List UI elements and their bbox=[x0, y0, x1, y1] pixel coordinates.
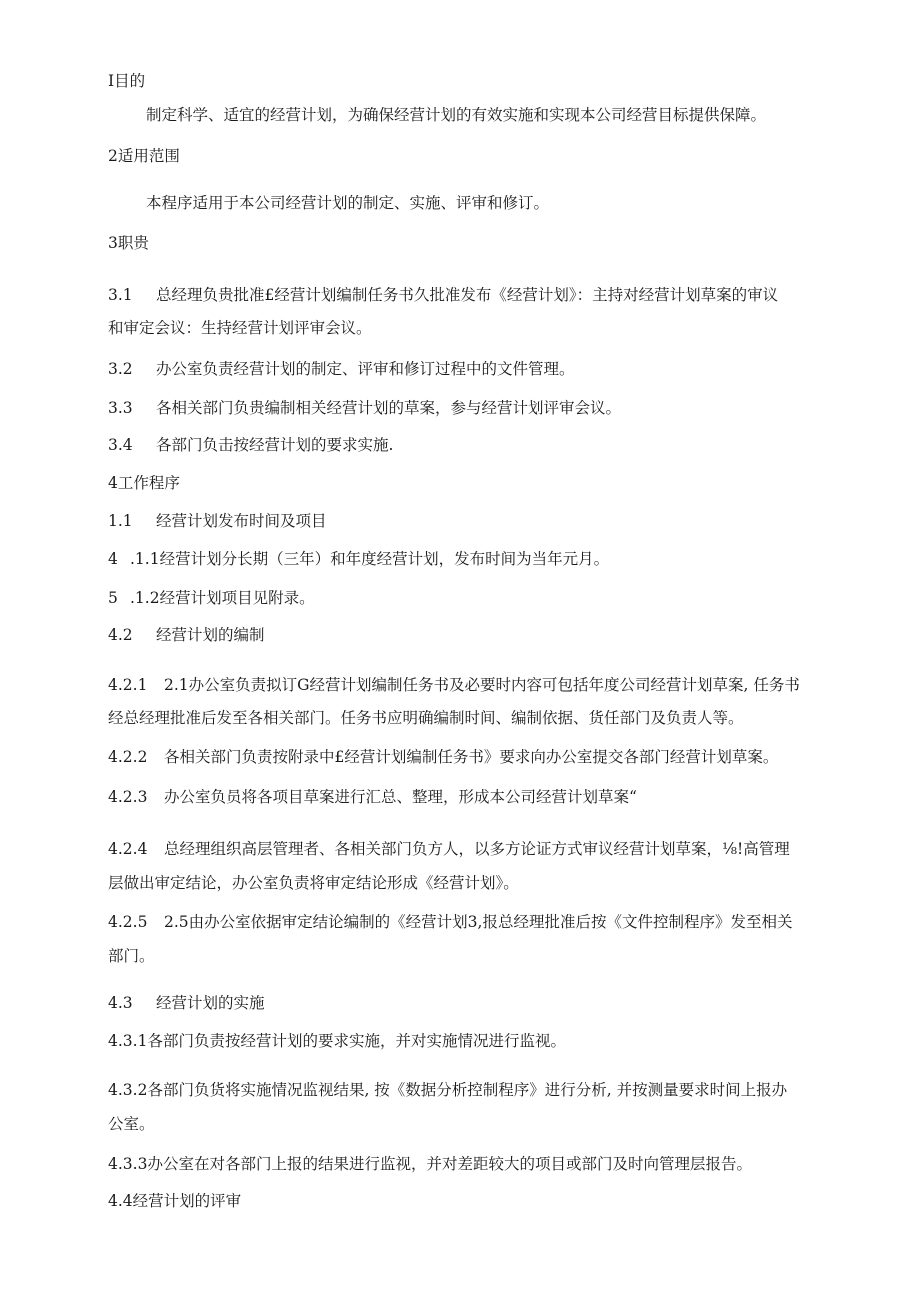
item-number: 4.2 bbox=[108, 626, 133, 644]
section-4-heading: 4工作程序 bbox=[108, 474, 180, 492]
item-text: 各相关部门负责按附录中£经营计划编制任务书》要求向办公室提交各部门经营计划草案。 bbox=[164, 748, 779, 766]
item-4-2-4 bbox=[108, 838, 790, 860]
item-text: 2.5由办公室依据审定结论编制的《经营计划3,报总经理批准后按《文件控制程序》发至相关 bbox=[164, 913, 793, 931]
item-text: .1.2经营计划项目见附录。 bbox=[130, 589, 315, 607]
item-text: 各部门负击按经营计划的要求实施. bbox=[156, 436, 394, 454]
item-4-1-1 bbox=[108, 548, 609, 570]
item-4-3-2-continued: 公室。 bbox=[108, 1115, 155, 1133]
section-1-heading: I目的 bbox=[108, 72, 146, 90]
item-4-4: 4.4经营计划的评审 bbox=[108, 1192, 242, 1210]
item-number: 1.1 bbox=[108, 512, 133, 530]
item-4-2 bbox=[108, 624, 265, 646]
item-3-4 bbox=[108, 434, 393, 456]
item-4-2-2 bbox=[108, 746, 778, 768]
item-text: .1.1经营计划分长期（三年）和年度经营计划，发布时间为当年元月。 bbox=[130, 550, 610, 568]
item-text: 总经理组织高层管理者、各相关部门负方人，以多方论证方式审议经营计划草案，⅛!高管理 bbox=[164, 840, 790, 858]
item-text: 办公室负责经营计划的制定、评审和修订过程中的文件管理。 bbox=[156, 360, 575, 378]
item-4-2-5 bbox=[108, 911, 792, 933]
item-text: 办公室负员将各项目草案进行汇总、整理，形成本公司经营计划草案“ bbox=[164, 788, 637, 806]
item-4-3 bbox=[108, 992, 265, 1014]
item-number: 3.2 bbox=[108, 360, 133, 378]
item-3-3 bbox=[108, 397, 621, 419]
item-text: 2.1办公室负责拟订G经营计划编制任务书及必要时内容可包括年度公司经营计划草案, 任务书 bbox=[164, 676, 800, 694]
section-2-body: 本程序适用于本公司经营计划的制定、实施、评审和修订。 bbox=[146, 194, 550, 212]
item-text: 经营计划的编制 bbox=[156, 626, 265, 644]
item-number: 3.1 bbox=[108, 286, 133, 304]
item-4-2-4-continued: 层做出审定结论，办公室负责将审定结论形成《经营计划》。 bbox=[108, 874, 519, 892]
item-number: 4.2.3 bbox=[108, 788, 148, 806]
item-number: 5 bbox=[108, 589, 118, 607]
item-text: 经营计划的实施 bbox=[156, 994, 265, 1012]
item-text: 经营计划发布时间及项目 bbox=[156, 512, 327, 530]
item-number: 4.2.4 bbox=[108, 840, 148, 858]
item-4-3-3: 4.3.3办公室在对各部门上报的结果进行监视，并对差距较大的项目或部门及时向管理层报告。 bbox=[108, 1155, 752, 1173]
item-4-3-1: 4.3.1各部门负责按经营计划的要求实施，并对实施情况进行监视。 bbox=[108, 1032, 566, 1050]
item-number: 4.3 bbox=[108, 994, 133, 1012]
item-number: 4 bbox=[108, 550, 118, 568]
item-number: 3.4 bbox=[108, 436, 133, 454]
item-4-3-2: 4.3.2各部门负货将实施情况监视结果, 按《数据分析控制程序》进行分析, 并按测量要求时间上报办 bbox=[108, 1081, 788, 1099]
item-3-1-continued: 和审定会议：生持经营计划评审会议。 bbox=[108, 319, 372, 337]
section-1-body: 制定科学、适宜的经营计划，为确保经营计划的有效实施和实现本公司经营目标提供保障。 bbox=[146, 106, 767, 124]
item-number: 4.2.2 bbox=[108, 748, 148, 766]
item-number: 4.2.5 bbox=[108, 913, 148, 931]
item-4-1-2 bbox=[108, 587, 315, 609]
item-text: 各相关部门负贵编制相关经营计划的草案，参与经营计划评审会议。 bbox=[156, 399, 622, 417]
item-number: 3.3 bbox=[108, 399, 133, 417]
item-4-1 bbox=[108, 510, 327, 532]
section-3-heading: 3职贵 bbox=[108, 234, 149, 252]
item-3-2 bbox=[108, 358, 575, 380]
item-4-2-1-continued: 经总经理批准后发至各相关部门。任务书应明确编制时间、编制依据、货任部门及负责人等。 bbox=[108, 709, 744, 727]
item-number: 4.2.1 bbox=[108, 676, 148, 694]
item-4-2-1 bbox=[108, 674, 800, 696]
item-4-2-3 bbox=[108, 786, 637, 808]
section-2-heading: 2适用范围 bbox=[108, 147, 180, 165]
item-3-1 bbox=[108, 284, 778, 306]
item-text: 总经理负贵批准£经营计划编制任务书久批准发布《经营计划》：主持对经营计划草案的审议 bbox=[156, 286, 779, 304]
item-4-2-5-continued: 部门。 bbox=[108, 947, 155, 965]
